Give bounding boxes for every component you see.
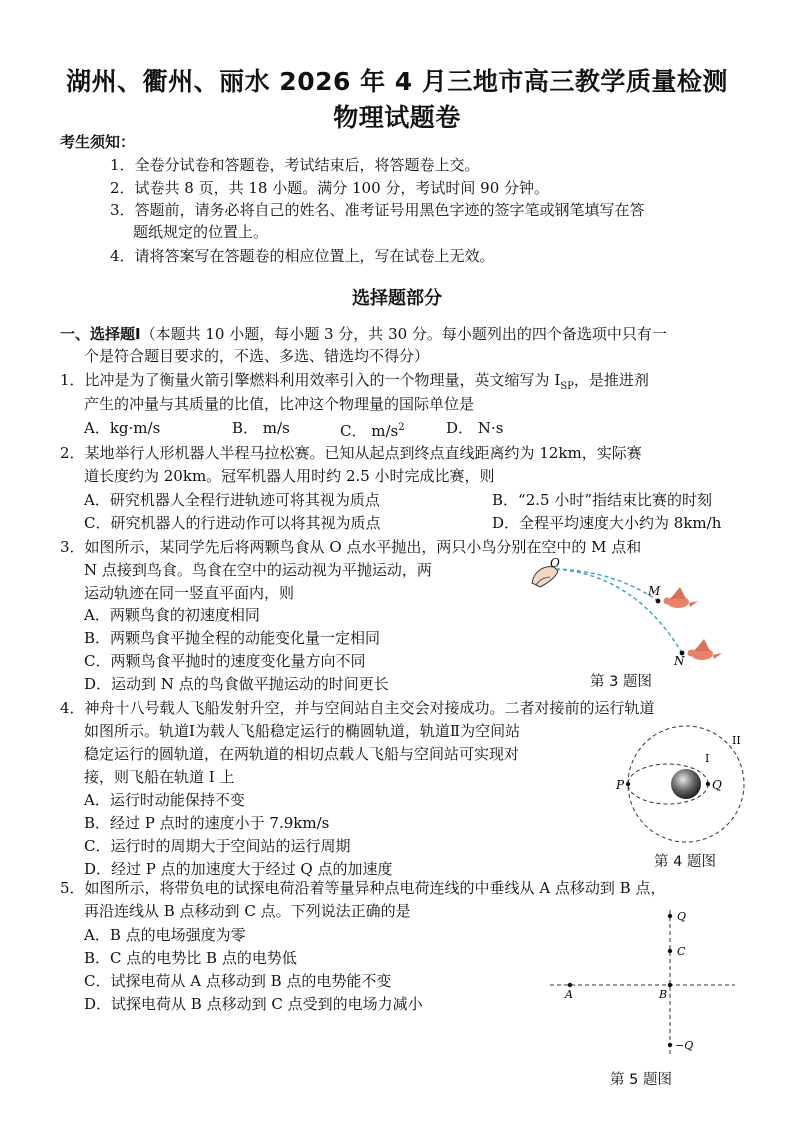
exam-subtitle: 物理试题卷 [333, 103, 461, 132]
q3-stem-2: N 点接到鸟食。鸟食在空中的运动视为平抛运动，两 [84, 561, 432, 579]
part-desc: （本题共 10 小题，每小题 3 分，共 30 分。每小题列出的四个备选项中只有一 [140, 325, 667, 343]
q3-option-c: C．两颗鸟食平抛时的速度变化量方向不同 [84, 652, 366, 670]
point-c [668, 949, 672, 953]
q5-option-b: B．C 点的电势比 B 点的电势低 [84, 949, 297, 967]
q4-option-b: B．经过 P 点时的速度小于 7.9km/s [84, 814, 330, 832]
earth-icon [671, 769, 701, 799]
q4-caption: 第 4 题图 [654, 854, 716, 870]
part-heading [60, 324, 667, 344]
q2-stem: 2．某地举行人形机器人半程马拉松赛。已知从起点到终点直线距离约为 12km，实际赛 [60, 444, 642, 462]
exam-title: 湖州、衢州、丽水 2026 年 4 月三地市高三教学质量检测 [66, 67, 728, 96]
q5-stem: 5．如图所示，将带负电的试探电荷沿着等量异种点电荷连线的中垂线从 A 点移动到 B 点， [60, 879, 666, 897]
q1-option-a: A．kg·m/s [84, 419, 161, 437]
q5-figure [545, 905, 745, 1060]
label-n: N [674, 654, 685, 668]
point-q [706, 782, 710, 786]
q4-stem-4: 接，则飞船在轨道 I 上 [84, 768, 235, 786]
q3-figure [520, 555, 740, 670]
q2-option-c: C．研究机器人的行进动作可以将其视为质点 [84, 514, 381, 532]
q5-option-c: C．试探电荷从 A 点移动到 B 点的电势能不变 [84, 972, 392, 990]
q4-stem-3: 稳定运行的圆轨道，在两轨道的相切点载人飞船与空间站可实现对 [84, 745, 520, 763]
q1-option-b: B． m/s [232, 419, 290, 437]
bird-icon [688, 639, 723, 660]
q3-option-d: D．运动到 N 点的鸟食做平抛运动的时间更长 [84, 675, 389, 693]
section-title: 选择题部分 [352, 288, 442, 309]
q1-subscript: SP [560, 381, 574, 392]
notice-item: 3．答题前，请务必将自己的姓名、准考证号用黑色字迹的签字笔或钢笔填写在答 [110, 201, 645, 219]
q1-stem [60, 370, 649, 397]
label-c: C [677, 945, 686, 958]
q2-option-a: A．研究机器人全程行进轨迹可将其视为质点 [84, 491, 380, 509]
point-a [568, 983, 572, 987]
charge-minus [668, 1043, 672, 1047]
q4-stem: 4．神舟十八号载人飞船发射升空，并与空间站自主交会对接成功。二者对接前的运行轨道 [60, 699, 655, 717]
q5-option-d: D．试探电荷从 B 点移动到 C 点受到的电场力减小 [84, 995, 423, 1013]
q1-stem-end: ，是推进剂 [573, 371, 649, 389]
label-neg-q: −Q [675, 1039, 694, 1052]
part-desc-2: 个是符合题目要求的，不选、多选、错选均不得分） [84, 347, 430, 365]
q2-option-b: B．“2.5 小时”指结束比赛的时刻 [492, 491, 712, 509]
label-q: Q [677, 910, 687, 923]
notice-heading: 考生须知： [60, 133, 136, 151]
q1-option-c-sup: 2 [398, 422, 405, 433]
label-b: B [659, 988, 668, 1001]
label-p: P [616, 778, 625, 792]
q3-option-b: B．两颗鸟食平抛全程的动能变化量一定相同 [84, 629, 381, 647]
q2-stem-2: 道长度约为 20km。冠军机器人用时约 2.5 小时完成比赛，则 [84, 467, 495, 485]
notice-item: 4．请将答案写在答题卷的相应位置上，写在试卷上无效。 [110, 247, 495, 265]
q2-option-d: D．全程平均速度大小约为 8km/h [492, 514, 722, 532]
q5-option-a: A．B 点的电场强度为零 [84, 926, 246, 944]
q3-stem: 3．如图所示，某同学先后将两颗鸟食从 O 点水平抛出，两只小鸟分别在空中的 M 点和 [60, 538, 642, 556]
part-label: 一、选择题Ⅰ [60, 325, 141, 343]
q1-option-c-text: C． m/s [340, 422, 399, 440]
q1-option-d: D． N·s [446, 419, 504, 437]
q3-caption: 第 3 题图 [590, 674, 652, 690]
q1-stem-2: 产生的冲量与其质量的比值，比冲这个物理量的国际单位是 [84, 395, 475, 413]
q3-option-a: A．两颗鸟食的初速度相同 [84, 606, 260, 624]
trajectory-m [556, 569, 658, 601]
q4-option-a: A．运行时动能保持不变 [84, 791, 245, 809]
label-m: M [648, 584, 661, 598]
q1-stem-text: 1．比冲是为了衡量火箭引擎燃料利用效率引入的一个物理量，英文缩写为 I [60, 371, 561, 389]
label-orbit-ii: II [732, 734, 741, 747]
label-a: A [565, 988, 573, 1001]
q5-caption: 第 5 题图 [610, 1072, 672, 1088]
bird-icon [664, 587, 699, 608]
q5-stem-2: 再沿连线从 B 点移动到 C 点。下列说法正确的是 [84, 902, 411, 920]
label-o: O [550, 556, 560, 570]
trajectory-n [556, 569, 682, 653]
q3-stem-3: 运动轨迹在同一竖直平面内，则 [84, 584, 295, 602]
point-m [656, 599, 661, 604]
q4-stem-2: 如图所示。轨道Ⅰ为载人飞船稳定运行的椭圆轨道，轨道Ⅱ为空间站 [84, 722, 521, 740]
q1-option-c [340, 418, 405, 441]
label-orbit-i: I [705, 752, 710, 765]
q4-option-c: C．运行时的周期大于空间站的运行周期 [84, 837, 351, 855]
point-b [668, 983, 672, 987]
notice-item: 题纸规定的位置上。 [133, 223, 269, 241]
notice-item: 1．全卷分试卷和答题卷，考试结束后，将答题卷上交。 [110, 156, 480, 174]
q4-figure [608, 722, 758, 847]
point-p [626, 782, 630, 786]
label-q: Q [712, 778, 722, 792]
charge-plus [668, 914, 672, 918]
notice-item: 2．试卷共 8 页，共 18 小题。满分 100 分，考试时间 90 分钟。 [110, 179, 550, 197]
q4-option-d: D．经过 P 点的加速度大于经过 Q 点的加速度 [84, 860, 393, 878]
